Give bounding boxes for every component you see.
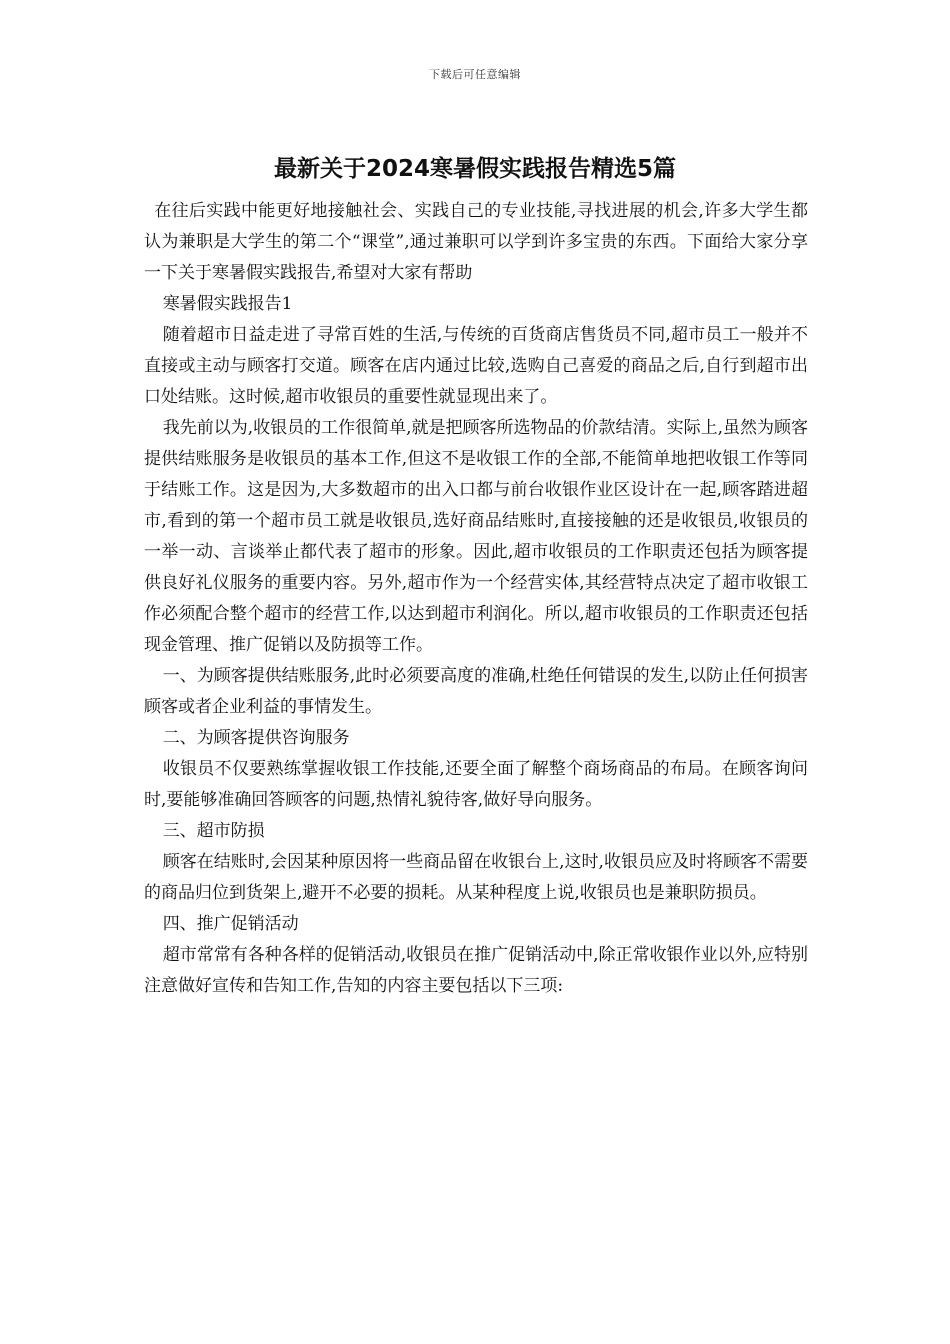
body-paragraph: 顾客在结账时,会因某种原因将一些商品留在收银台上,这时,收银员应及时将顾客不需要的商品归位到货架上,避开不必要的损耗。从某种程度上说,收银员也是兼职防损员。 xyxy=(144,852,808,903)
list-heading-consulting: 二、为顾客提供咨询服务 xyxy=(162,728,350,748)
list-heading-promotion: 四、推广促销活动 xyxy=(162,914,299,934)
document-title: 最新关于2024寒暑假实践报告精选5篇 xyxy=(273,156,677,182)
body-paragraph: 超市常常有各种各样的促销活动,收银员在推广促销活动中,除正常收银作业以外,应特别注意做好宣传和告知工作,告知的内容主要包括以下三项: xyxy=(144,945,808,996)
section-heading-report-1: 寒暑假实践报告1 xyxy=(162,294,293,314)
body-paragraph: 收银员不仅要熟练掌握收银工作技能,还要全面了解整个商场商品的布局。在顾客询问时,要能够准确回答顾客的问题,热情礼貌待客,做好导向服务。 xyxy=(144,759,808,810)
list-item-checkout-service: 一、为顾客提供结账服务,此时必须要高度的准确,杜绝任何错误的发生,以防止任何损害顾客或者企业利益的事情发生。 xyxy=(144,666,808,717)
intro-paragraph: 在往后实践中能更好地接触社会、实践自己的专业技能,寻找进展的机会,许多大学生都认为兼职是大学生的第二个“课堂”,通过兼职可以学到许多宝贵的东西。下面给大家分享一下关于寒暑假实践报告,希望对大家有帮助 xyxy=(144,201,808,283)
body-paragraph: 随着超市日益走进了寻常百姓的生活,与传统的百货商店售货员不同,超市员工一般并不直接或主动与顾客打交道。顾客在店内通过比较,选购自己喜爱的商品之后,自行到超市出口处结账。这时候,超市收银员的重要性就显现出来了。 xyxy=(144,325,808,407)
header-note: 下载后可任意编辑 xyxy=(429,68,521,81)
body-paragraph: 我先前以为,收银员的工作很简单,就是把顾客所选物品的价款结清。实际上,虽然为顾客提供结账服务是收银员的基本工作,但这不是收银工作的全部,不能简单地把收银工作等同于结账工作。这是因为,大多数超市的出入口都与前台收银作业区设计在一起,顾客踏进超市,看到的第一个超市员工就是收银员,选好商品结账时,直接接触的还是收银员,收银员的一举一动、言谈举止都代表了超市的形象。因此,超市收银员的工作职责还包括为顾客提供良好礼仪服务的重要内容。另外,超市作为一个经营实体,其经营特点决定了超市收银工作必须配合整个超市的经营工作,以达到超市利润化。所以,超市收银员的工作职责还包括现金管理、推广促销以及防损等工作。 xyxy=(144,418,808,655)
document-body xyxy=(144,196,808,1002)
list-heading-loss-prevention: 三、超市防损 xyxy=(162,821,265,841)
